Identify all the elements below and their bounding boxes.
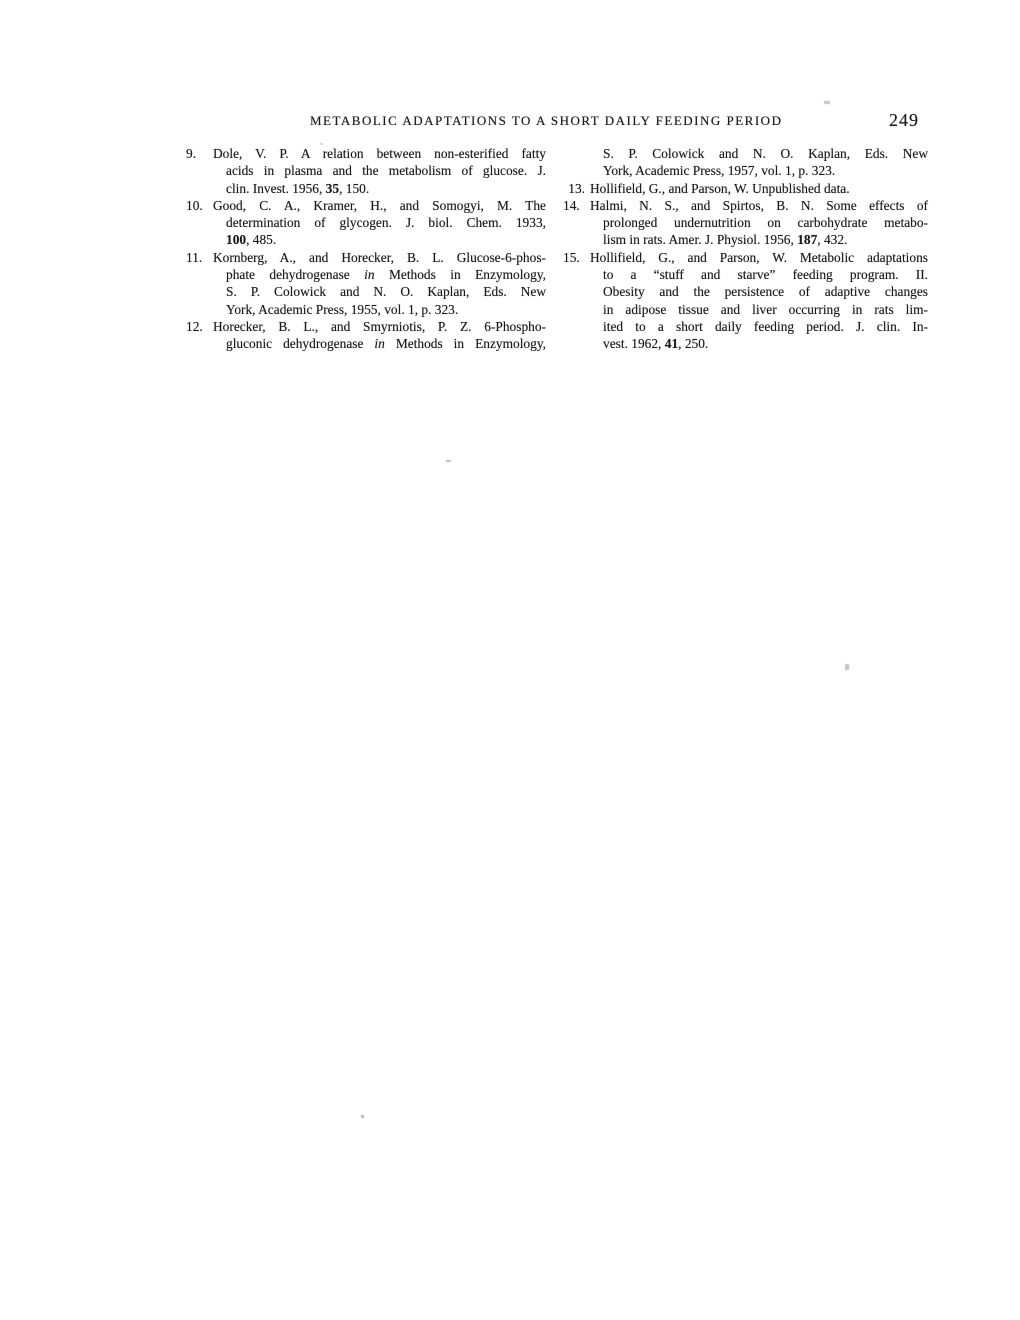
scan-speck (320, 143, 323, 145)
reference-line: ited to a short daily feeding period. J. clin. In- (603, 318, 928, 334)
reference-line: 15. Hollifield, G., and Parson, W. Metabolic adaptations (563, 249, 928, 265)
reference-number: 13. (568, 180, 585, 196)
reference-number: 12. (186, 318, 203, 334)
reference-line: 11. Kornberg, A., and Horecker, B. L. Glucose-6-phos- (186, 249, 546, 265)
page-number: 249 (889, 110, 919, 130)
reference-entry (186, 197, 546, 249)
reference-line: 12. Horecker, B. L., and Smyrniotis, P. Z. 6-Phospho- (186, 318, 546, 334)
reference-entry (186, 318, 546, 353)
reference-line: 9. Dole, V. P. A relation between non-esterified fatty (186, 146, 546, 161)
reference-number: 15. (563, 249, 580, 265)
reference-line: 13. Hollifield, G., and Parson, W. Unpublished data. (563, 180, 928, 197)
references-column-left (186, 145, 546, 353)
scan-speck (446, 460, 451, 462)
reference-line: 14. Halmi, N. S., and Spirtos, B. N. Some effects of (563, 197, 928, 213)
reference-line: vest. 1962, 41, 250. (603, 336, 709, 352)
reference-line: clin. Invest. 1956, 35, 150. (226, 180, 370, 196)
reference-line: Obesity and the persistence of adaptive changes (603, 284, 928, 300)
scan-speck (824, 101, 830, 104)
reference-number: 9. (186, 146, 197, 161)
reference-entry (563, 197, 928, 249)
references-column-right (563, 145, 928, 353)
reference-entry (186, 249, 546, 318)
reference-line: determination of glycogen. J. biol. Chem. 1933, (226, 215, 546, 231)
reference-number: 11. (186, 249, 203, 265)
reference-entry (186, 145, 546, 197)
page-title: METABOLIC ADAPTATIONS TO A SHORT DAILY FEEDING PERIOD (310, 113, 783, 128)
scan-speck (845, 664, 849, 670)
reference-number: 10. (186, 197, 203, 213)
reference-line: 10. Good, C. A., Kramer, H., and Somogyi, M. The (186, 197, 546, 213)
reference-entry (563, 249, 928, 353)
reference-line: in adipose tissue and liver occurring in rats lim- (603, 301, 928, 317)
scan-speck (361, 1115, 364, 1118)
reference-line: S. P. Colowick and N. O. Kaplan, Eds. New (226, 284, 546, 300)
reference-line: lism in rats. Amer. J. Physiol. 1956, 187, 432. (603, 232, 848, 248)
reference-line: S. P. Colowick and N. O. Kaplan, Eds. New (603, 146, 928, 161)
running-head (0, 0, 1020, 140)
reference-line: York, Academic Press, 1957, vol. 1, p. 323. (603, 163, 836, 179)
reference-number: 14. (563, 197, 580, 213)
reference-line: gluconic dehydrogenase in Methods in Enzymology, (226, 336, 546, 352)
reference-line: acids in plasma and the metabolism of glucose. J. (226, 163, 546, 179)
reference-line: phate dehydrogenase in Methods in Enzymology, (226, 267, 546, 283)
reference-line: 100, 485. (226, 232, 277, 248)
reference-line: to a “stuff and starve” feeding program. II. (603, 267, 928, 283)
reference-line: York, Academic Press, 1955, vol. 1, p. 323. (226, 301, 459, 317)
reference-entry (563, 145, 928, 180)
reference-entry (563, 180, 928, 197)
reference-line: prolonged undernutrition on carbohydrate metabo- (603, 215, 928, 231)
